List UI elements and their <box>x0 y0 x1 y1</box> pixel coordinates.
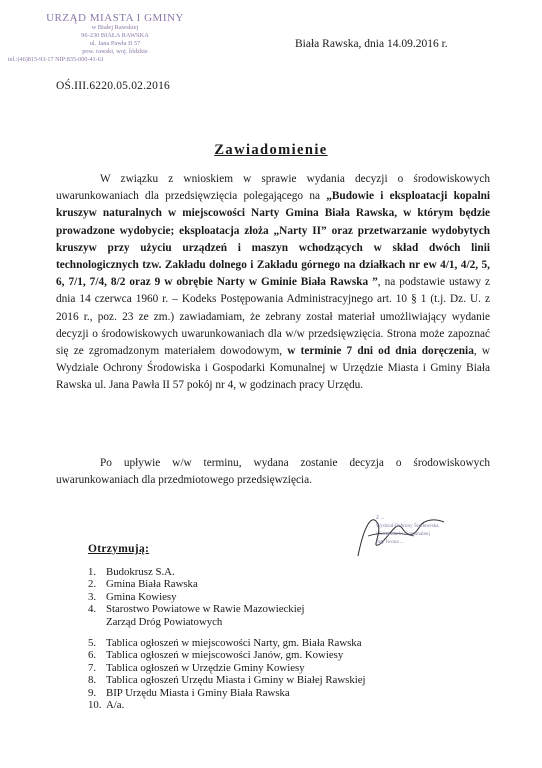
recipient-number: 6. <box>88 649 97 662</box>
recipient-item <box>88 637 366 649</box>
recipient-name: Tablica ogłoszeń w Urzędzie Gminy Kowiesy <box>106 661 305 674</box>
signature-stamp-line-1: Z ... <box>376 515 385 521</box>
stamp-line-6: tel.:(46)815-93-17 NIP:835-000-41-61 <box>8 56 104 63</box>
recipient-name: Tablica ogłoszeń w miejscowości Janów, gm. Kowiesy <box>106 649 344 662</box>
deadline-text: w terminie 7 dni od dnia doręczenia <box>287 345 474 358</box>
recipient-name: Budokrusz S.A. <box>106 566 175 578</box>
recipient-number: 8. <box>88 674 97 687</box>
case-reference: OŚ.III.6220.05.02.2016 <box>56 80 170 92</box>
recipient-item <box>88 699 366 711</box>
stamp-line-2: w Białej Rawskiej <box>91 24 139 31</box>
document-title: Zawiadomienie <box>214 142 328 158</box>
project-name: „Budowie i eksploatacji kopalni kruszyw naturalnych w miejscowości Narty Gmina Biała Rawska, w którym będzie prowadzone wydobycie; eksploatacja złoża „Narty II” oraz przetwarzanie wydobytych kruszyw przy użyciu urządzeń i maszyn wchodzących w skład dwóch linii technologicznych tzw. Zakładu dolnego i Zakładu górnego na działkach nr ew 4/1, 4/2, 5, 6, 7/1, 7/4, 8/2 oraz 9 w obrębie Narty w Gminie Biała Rawska ” <box>56 190 491 289</box>
recipient-name: Starostwo Powiatowe w Rawie Mazowieckiej <box>106 603 305 616</box>
recipient-name: Gmina Biała Rawska <box>106 578 198 591</box>
recipient-number: 1. <box>88 566 97 578</box>
place-and-date: Biała Rawska, dnia 14.09.2016 r. <box>295 38 448 50</box>
stamp-line-5: pow. rawski, woj. łódzkie <box>82 48 148 55</box>
signature-stamp-line-3: i Gospodarki Komunalnej <box>376 531 430 537</box>
body-text-intro: W związku z wnioskiem w sprawie wydania decyzji o środowiskowych uwarunkowaniach dla przedsięwzięcia polegającego na <box>56 173 490 203</box>
recipient-item <box>88 591 366 603</box>
office-stamp <box>0 12 230 64</box>
recipient-number: 3. <box>88 590 97 603</box>
body-text-legal-basis: , na podstawie ustawy z dnia 14 czerwca 1960 r. – Kodeks Postępowania Administracyjnego art. 10 § 1 (t.j. Dz. U. z 2016 r., poz. 23 ze zm.) zawiadamiam, że zebrany został materiał umożliwiający wydanie decyzji o środowiskowych uwarunkowaniach dla w/w przedsięwzięcia. Strona może zapoznać się ze zgromadzonym materiałem dowodowym, <box>56 276 490 358</box>
body-paragraph-2 <box>56 455 490 489</box>
signature-stamp-line-4: mgr Iwona ... <box>376 539 404 545</box>
recipient-number: 2. <box>88 578 97 591</box>
recipient-item <box>88 566 366 578</box>
recipient-subname: Zarząd Dróg Powiatowych <box>106 615 223 628</box>
recipient-name: Tablica ogłoszeń Urzędu Miasta i Gminy w Białej Rawskiej <box>106 674 366 687</box>
recipients-heading: Otrzymują: <box>88 543 150 555</box>
signature-stamp <box>350 506 450 562</box>
recipient-name: BIP Urzędu Miasta i Gminy Biała Rawska <box>106 686 290 699</box>
recipient-item <box>88 687 366 699</box>
recipient-name: Tablica ogłoszeń w miejscowości Narty, gm. Biała Rawska <box>106 637 362 650</box>
body-paragraph-1 <box>56 171 490 395</box>
signature-stamp-text <box>376 514 450 546</box>
body-text-location: , w Wydziale Ochrony Środowiska i Gospodarki Komunalnej w Urzędzie Miasta i Gminy Biała Rawska ul. Jana Pawła II 57 pokój nr 4, w godzinach pracy Urzędu. <box>56 345 490 392</box>
recipients-list <box>88 566 366 711</box>
stamp-line-3: 96-230 BIAŁA RAWSKA <box>81 32 149 39</box>
recipient-subitem <box>88 616 366 628</box>
signature-stamp-line-2: Wydział Ochrony Środowiska <box>376 523 439 529</box>
recipient-number: 5. <box>88 637 97 650</box>
stamp-line-4: ul. Jana Pawła II 57 <box>89 40 141 47</box>
stamp-line-1: URZĄD MIASTA I GMINY <box>46 12 184 24</box>
recipient-item <box>88 649 366 661</box>
body-text-decision: Po upływie w/w terminu, wydana zostanie decyzja o środowiskowych uwarunkowaniach dla przedmiotowego przedsięwzięcia. <box>56 457 490 487</box>
recipient-name: Gmina Kowiesy <box>106 590 177 603</box>
recipient-number: 9. <box>88 686 97 699</box>
recipient-name: A/a. <box>106 699 125 712</box>
recipient-number: 7. <box>88 661 97 674</box>
recipient-item <box>88 674 366 686</box>
recipient-item <box>88 662 366 674</box>
recipient-item <box>88 578 366 590</box>
recipient-number: 10. <box>88 699 102 712</box>
recipient-item <box>88 603 366 615</box>
recipient-number: 4. <box>88 603 97 616</box>
